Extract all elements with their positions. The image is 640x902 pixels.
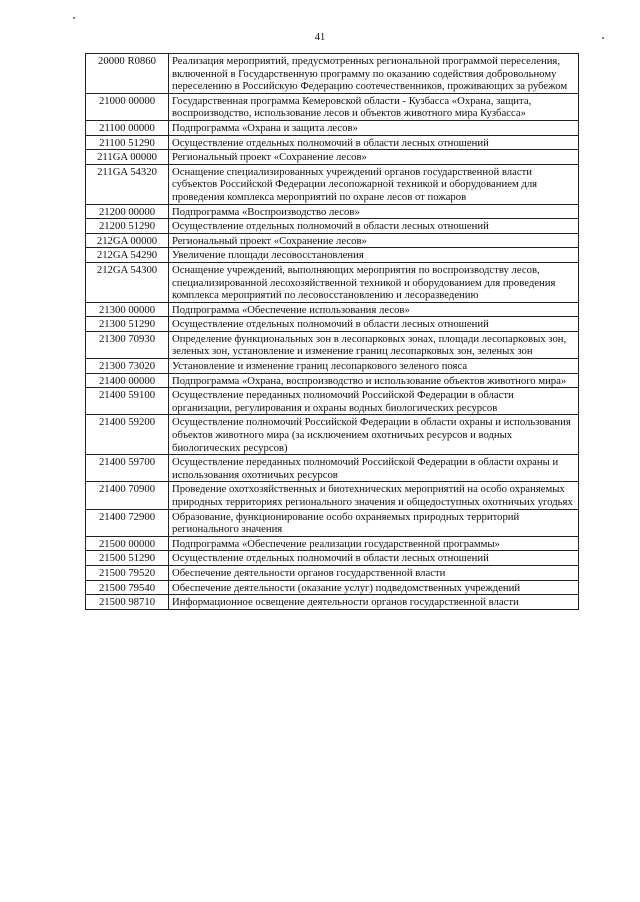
- table-row: [86, 482, 579, 509]
- row-name-cell: Подпрограмма «Охрана и защита лесов»: [169, 120, 579, 135]
- row-name-cell: Подпрограмма «Обеспечение использования лесов»: [169, 302, 579, 317]
- row-code-cell: 211GA 00000: [86, 150, 169, 165]
- row-code-cell: 21300 73020: [86, 359, 169, 374]
- table-body: [86, 54, 579, 610]
- row-name-cell: Осуществление переданных полномочий Российской Федерации в области организации, регулирования и охраны водных биологических ресурсов: [169, 388, 579, 415]
- row-name-cell: Увеличение площади лесовосстановления: [169, 248, 579, 263]
- row-name-cell: Подпрограмма «Охрана, воспроизводство и использование объектов животного мира»: [169, 373, 579, 388]
- row-name-cell: Проведение охотхозяйственных и биотехнических мероприятий на особо охраняемых природных территориях регионального значения и общедоступных охотничьих угодьях: [169, 482, 579, 509]
- row-name-cell: Региональный проект «Сохранение лесов»: [169, 233, 579, 248]
- row-code-cell: 21500 00000: [86, 536, 169, 551]
- row-code-cell: 211GA 54320: [86, 164, 169, 204]
- row-code-cell: 21400 59700: [86, 455, 169, 482]
- row-code-cell: 21100 51290: [86, 135, 169, 150]
- table-row: [86, 164, 579, 204]
- row-code-cell: 21300 51290: [86, 317, 169, 332]
- table-row: [86, 580, 579, 595]
- table-row: [86, 120, 579, 135]
- row-code-cell: 21500 79520: [86, 565, 169, 580]
- table-row: [86, 302, 579, 317]
- row-code-cell: 20000 R0860: [86, 54, 169, 94]
- row-code-cell: 21200 00000: [86, 204, 169, 219]
- table-row: [86, 262, 579, 302]
- scan-speck: [602, 37, 604, 39]
- table-row: [86, 135, 579, 150]
- row-code-cell: 21400 00000: [86, 373, 169, 388]
- page-number: 41: [314, 32, 326, 43]
- table-row: [86, 93, 579, 120]
- row-name-cell: Региональный проект «Сохранение лесов»: [169, 150, 579, 165]
- table-row: [86, 565, 579, 580]
- table-row: [86, 595, 579, 610]
- row-name-cell: Подпрограмма «Воспроизводство лесов»: [169, 204, 579, 219]
- row-code-cell: 21500 79540: [86, 580, 169, 595]
- row-code-cell: 21400 70900: [86, 482, 169, 509]
- row-name-cell: Осуществление отдельных полномочий в области лесных отношений: [169, 317, 579, 332]
- row-name-cell: Установление и изменение границ лесопаркового зеленого пояса: [169, 359, 579, 374]
- row-code-cell: 21400 59200: [86, 415, 169, 455]
- budget-code-table: [85, 53, 579, 610]
- row-name-cell: Осуществление отдельных полномочий в области лесных отношений: [169, 551, 579, 566]
- table-row: [86, 248, 579, 263]
- row-code-cell: 21500 51290: [86, 551, 169, 566]
- table-row: [86, 415, 579, 455]
- table-row: [86, 150, 579, 165]
- table-row: [86, 536, 579, 551]
- row-name-cell: Образование, функционирование особо охраняемых природных территорий регионального значения: [169, 509, 579, 536]
- row-name-cell: Подпрограмма «Обеспечение реализации государственной программы»: [169, 536, 579, 551]
- row-code-cell: 21500 98710: [86, 595, 169, 610]
- row-name-cell: Реализация мероприятий, предусмотренных региональной программой переселения, включенной в Государственную программу по оказанию содействия добровольному переселению в Российскую Федерацию соотечественников, проживающих за рубежом: [169, 54, 579, 94]
- table-row: [86, 373, 579, 388]
- row-code-cell: 21100 00000: [86, 120, 169, 135]
- row-code-cell: 212GA 00000: [86, 233, 169, 248]
- row-code-cell: 21400 59100: [86, 388, 169, 415]
- row-name-cell: Осуществление переданных полномочий Российской Федерации в области охраны и использования охотничьих ресурсов: [169, 455, 579, 482]
- row-code-cell: 212GA 54290: [86, 248, 169, 263]
- row-code-cell: 21000 00000: [86, 93, 169, 120]
- table-row: [86, 331, 579, 358]
- table-row: [86, 388, 579, 415]
- row-name-cell: Государственная программа Кемеровской области - Кузбасса «Охрана, защита, воспроизводство, использование лесов и объектов животного мира Кузбасса»: [169, 93, 579, 120]
- row-code-cell: 212GA 54300: [86, 262, 169, 302]
- table-row: [86, 509, 579, 536]
- row-code-cell: 21300 70930: [86, 331, 169, 358]
- row-code-cell: 21400 72900: [86, 509, 169, 536]
- table-row: [86, 219, 579, 234]
- table-row: [86, 551, 579, 566]
- row-code-cell: 21300 00000: [86, 302, 169, 317]
- row-name-cell: Осуществление отдельных полномочий в области лесных отношений: [169, 135, 579, 150]
- table-row: [86, 204, 579, 219]
- row-name-cell: Определение функциональных зон в лесопарковых зонах, площади лесопарковых зон, зеленых зон, установление и изменение границ лесопарковых зон, зеленых зон: [169, 331, 579, 358]
- row-code-cell: 21200 51290: [86, 219, 169, 234]
- row-name-cell: Обеспечение деятельности органов государственной власти: [169, 565, 579, 580]
- table-row: [86, 455, 579, 482]
- table-row: [86, 317, 579, 332]
- row-name-cell: Оснащение учреждений, выполняющих мероприятия по воспроизводству лесов, специализированной лесохозяйственной техникой и оборудованием для проведения комплекса мероприятий по лесовосстановлению и лесоразведению: [169, 262, 579, 302]
- row-name-cell: Осуществление полномочий Российской Федерации в области охраны и использования объектов животного мира (за исключением охотничьих ресурсов и водных биологических ресурсов): [169, 415, 579, 455]
- row-name-cell: Осуществление отдельных полномочий в области лесных отношений: [169, 219, 579, 234]
- table-row: [86, 233, 579, 248]
- row-name-cell: Обеспечение деятельности (оказание услуг) подведомственных учреждений: [169, 580, 579, 595]
- table-row: [86, 54, 579, 94]
- row-name-cell: Оснащение специализированных учреждений органов государственной власти субъектов Российской Федерации лесопожарной техникой и оборудованием для проведения комплекса мероприятий по охране лесов от пожаров: [169, 164, 579, 204]
- table-row: [86, 359, 579, 374]
- row-name-cell: Информационное освещение деятельности органов государственной власти: [169, 595, 579, 610]
- scan-speck: [73, 17, 75, 19]
